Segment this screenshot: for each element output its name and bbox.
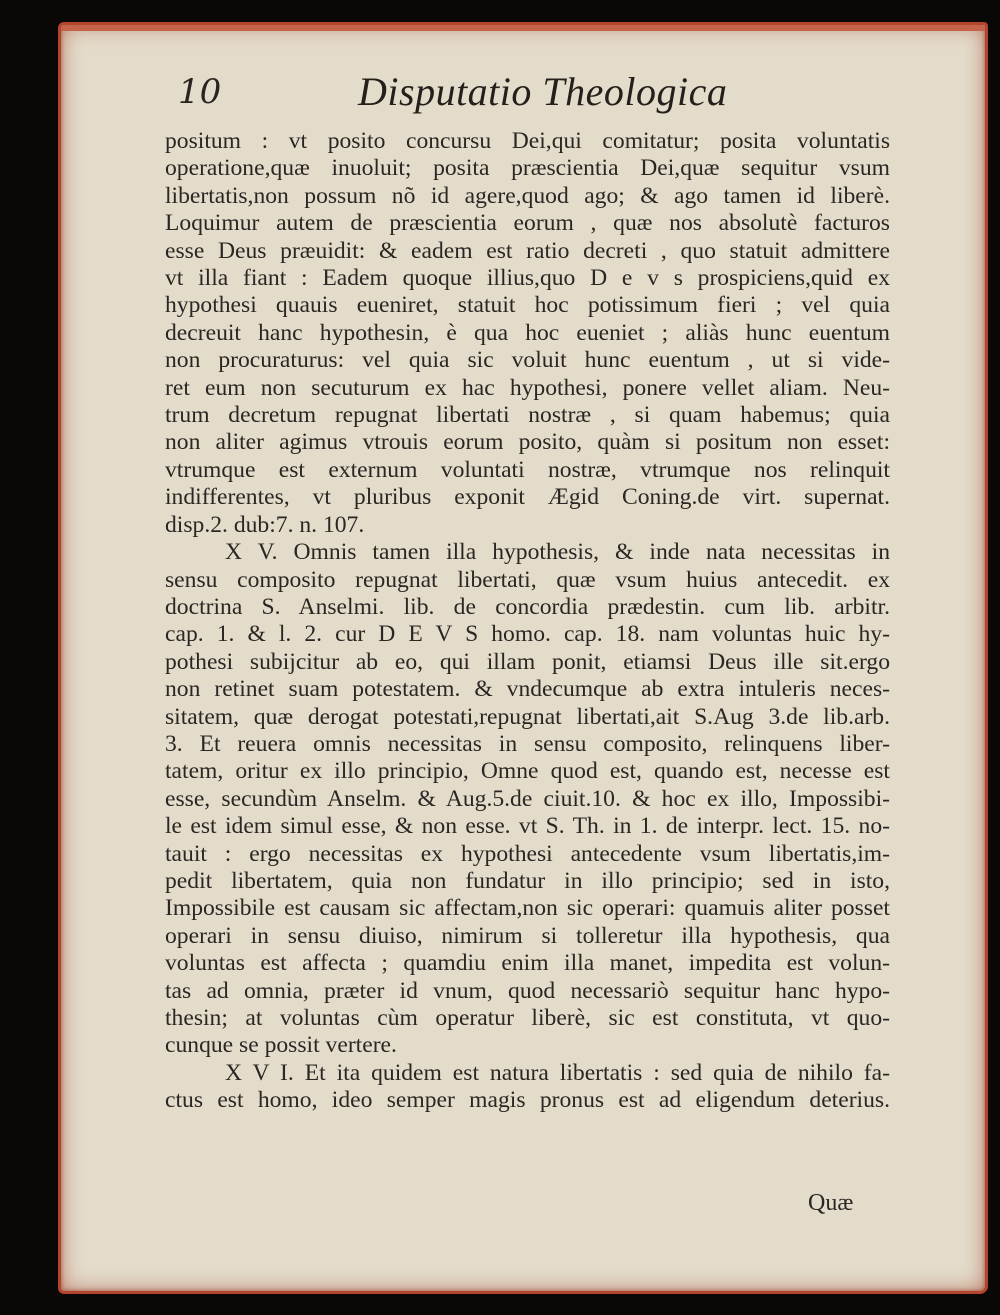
text-line: operari in sensu diuiso, nimirum si tolleretur illa hypothesis, qua: [165, 922, 890, 949]
text-line: pedit libertatem, quia non fundatur in illo principio; sed in isto,: [165, 867, 890, 894]
text-line: sensu composito repugnat libertati, quæ vsum huius antecedit. ex: [165, 566, 890, 593]
text-line: trum decretum repugnat libertati nostræ , si quam habemus; quia: [165, 402, 890, 429]
section-heading-line: X V I. Et ita quidem est natura libertatis : sed quia de nihilo fa-: [225, 1059, 890, 1086]
text-line: decreuit hanc hypothesin, è qua hoc eueniet ; aliàs hunc euentum: [165, 319, 890, 346]
text-line: indifferentes, vt pluribus exponit Ægid Coning.de virt. supernat.: [165, 484, 890, 511]
text-line: Loquimur autem de præscientia eorum , quæ nos absolutè facturos: [165, 210, 890, 237]
text-line: disp.2. dub:7. n. 107.: [165, 511, 365, 538]
text-line: tas ad omnia, præter id vnum, quod necessariò sequitur hanc hypo-: [165, 977, 890, 1004]
text-line: hypothesi quauis eueniret, statuit hoc potissimum fieri ; vel quia: [165, 292, 890, 319]
text-line: esse, secundùm Anselm. & Aug.5.de ciuit.10. & hoc ex illo, Impossibi-: [165, 785, 890, 812]
text-line: operatione,quæ inuoluit; posita præscientia Dei,quæ sequitur vsum: [165, 155, 890, 182]
text-line: non retinet suam potestatem. & vndecumque ab extra intuleris neces-: [165, 676, 890, 703]
body-text: [165, 128, 890, 1115]
text-line: non procuraturus: vel quia sic voluit hunc euentum , ut si vide-: [165, 347, 890, 374]
text-line: cap. 1. & l. 2. cur D E V S homo. cap. 18. nam voluntas huic hy-: [165, 621, 890, 648]
catchword: Quæ: [808, 1190, 854, 1216]
running-title: Disputatio Theologica: [358, 69, 728, 114]
text-line: pothesi subijcitur ab eo, qui illam ponit, etiamsi Deus ille sit.ergo: [165, 648, 890, 675]
text-line: ret eum non secuturum ex hac hypothesi, ponere vellet aliam. Neu-: [165, 374, 890, 401]
text-line: ctus est homo, ideo semper magis pronus est ad eligendum deterius.: [165, 1087, 890, 1114]
page-header: [168, 62, 888, 132]
text-line: 3. Et reuera omnis necessitas in sensu composito, relinquens liber-: [165, 730, 890, 757]
text-line: le est idem simul esse, & non esse. vt S. Th. in 1. de interpr. lect. 15. no-: [165, 813, 890, 840]
text-line: vt illa fiant : Eadem quoque illius,quo D e v s prospiciens,quid ex: [165, 265, 890, 292]
text-line: cunque se possit vertere.: [165, 1032, 397, 1059]
text-line: thesin; at voluntas cùm operatur liberè, sic est constituta, vt quo-: [165, 1005, 890, 1031]
text-line: esse Deus præuidit: & eadem est ratio decreti , quo statuit admittere: [165, 237, 890, 264]
text-line: tatem, oritur ex illo principio, Omne quod est, quando est, necesse est: [165, 758, 890, 785]
text-line: voluntas est affecta ; quamdiu enim illa manet, impedita est volun-: [165, 950, 890, 977]
page-number: 10: [178, 72, 222, 112]
text-line: tauit : ergo necessitas ex hypothesi antecedente vsum libertatis,im-: [165, 840, 890, 867]
text-line: non aliter agimus vtrouis eorum posito, quàm si positum non esset:: [165, 429, 890, 456]
text-line: vtrumque est externum voluntati nostræ, vtrumque nos relinquit: [165, 456, 890, 483]
text-line: sitatem, quæ derogat potestati,repugnat libertati,ait S.Aug 3.de lib.arb.: [165, 703, 890, 730]
text-line: positum : vt posito concursu Dei,qui comitatur; posita voluntatis: [165, 128, 890, 154]
text-line: Impossibile est causam sic affectam,non sic operari: quamuis aliter posset: [165, 895, 890, 922]
text-line: libertatis,non possum nõ id agere,quod ago; & ago tamen id liberè.: [165, 182, 890, 209]
text-line: doctrina S. Anselmi. lib. de concordia prædestin. cum lib. arbitr.: [165, 593, 890, 620]
section-heading-line: X V. Omnis tamen illa hypothesis, & inde nata necessitas in: [225, 539, 890, 566]
